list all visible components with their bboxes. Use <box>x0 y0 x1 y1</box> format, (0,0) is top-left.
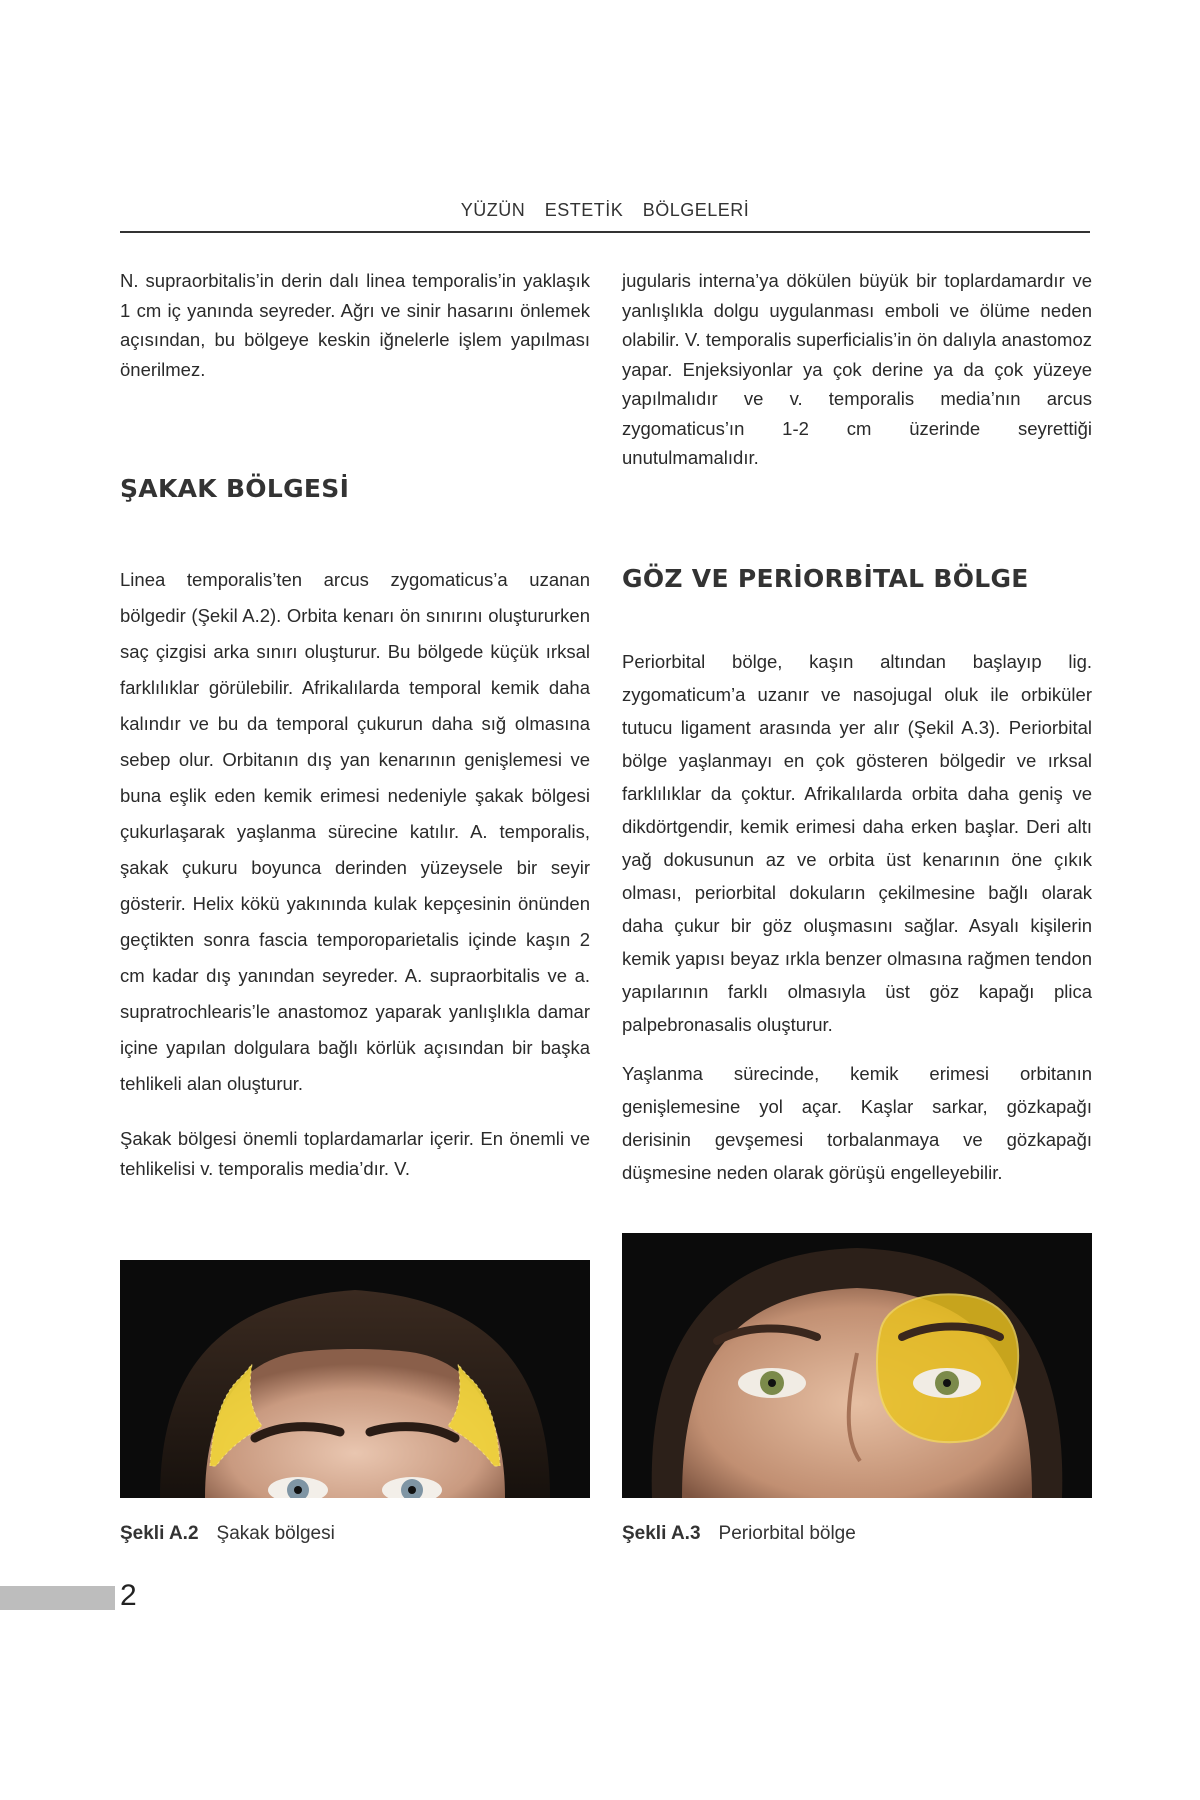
caption-sakak <box>120 1523 335 1545</box>
sakak-paragraph-1: Linea temporalis’ten arcus zygomaticus’a uzanan bölgedir (Şekil A.2). Orbita kenarı ön sınırını oluştururken saç çizgisi arka sınırı oluşturur. Bu bölgede küçük ırksal farklılıklar görülebilir. Afrikalılarda temporal kemik daha kalındır ve bu da temporal çukurun daha sığ olmasına sebep olur. Orbitanın dış yan kenarının genişlemesi ve buna eşlik eden kemik erimesi nedeniyle şakak bölgesi çukurlaşarak yaşlanma sürecine katılır. A. temporalis, şakak çukuru boyunca derinden yüzeysele bir seyir gösterir. Helix kökü yakınında kulak kepçesinin önünden geçtikten sonra fascia temporoparietalis içinde kaşın 2 cm kadar dış yanından seyreder. A. supraorbitalis ve a. supratrochlearis’le anastomoz yaparak yanlışlıkla damar içine yapılan dolgulara bağlı körlük açısından bir başka tehlikeli alan oluşturur. <box>120 569 590 1094</box>
header-rule <box>120 231 1090 233</box>
pupil-left <box>768 1379 776 1387</box>
section-title-goz: GÖZ VE PERİORBİTAL BÖLGE <box>622 564 1029 593</box>
caption-periorbital <box>622 1523 856 1545</box>
figure-periorbital-image <box>622 1233 1092 1498</box>
temple-illustration <box>120 1260 590 1498</box>
figure-sakak-image <box>120 1260 590 1498</box>
pupil-right <box>408 1486 416 1494</box>
page-number: 2 <box>120 1579 137 1612</box>
left-intro <box>120 266 590 384</box>
left-body <box>120 562 590 1184</box>
sakak-paragraph-2: Şakak bölgesi önemli toplardamarlar içerir. En önemli ve tehlikelisi v. temporalis media’dır. V. <box>120 1128 590 1179</box>
running-header: YÜZÜN ESTETİK BÖLGELERİ <box>460 200 750 220</box>
goz-paragraph-1: Periorbital bölge, kaşın altından başlayıp lig. zygomaticum’a uzanır ve nasojugal oluk ile orbiküler tutucu ligament arasında yer alır (Şekil A.3). Periorbital bölge yaşlanmayı en çok gösteren bölgedir ve ırksal farklılıklar da çoktur. Afrikalılarda orbita daha geniş ve dikdörtgendir, kemik erimesi daha erken başlar. Deri altı yağ dokusunun az ve orbita üst kenarının öne çıkık olması, periorbital dokuların çekilmesine bağlı olarak daha çukur bir göz oluşmasını sağlar. Asyalı kişilerin kemik yapısı beyaz ırkla benzer olmasına rağmen tendon yapılarının farklı olmasıyla üst göz kapağı plica palpebronasalis oluşturur. <box>622 651 1092 1035</box>
pupil-left <box>294 1486 302 1494</box>
caption-label: Şekli A.3 <box>622 1523 701 1544</box>
right-intro-paragraph: jugularis interna’ya dökülen büyük bir toplardamardır ve yanlışlıkla dolgu uygulanması emboli ve ölüme neden olabilir. V. temporalis superficialis’in ön dalıyla anastomoz yapar. Enjeksiyonlar ya çok derine ya da çok yüzeye yapılmalıdır ve v. temporalis media’nın arcus zygomaticus’ın 1-2 cm üzerinde seyrettiği unutulmamalıdır. <box>622 270 1092 468</box>
left-intro-paragraph: N. supraorbitalis’in derin dalı linea temporalis’in yaklaşık 1 cm iç yanında seyreder. Ağrı ve sinir hasarını önlemek açısından, bu bölgeye keskin iğnelerle işlem yapılması önerilmez. <box>120 270 590 380</box>
page-number-bar <box>0 1586 115 1610</box>
caption-text: Şakak bölgesi <box>216 1523 335 1544</box>
caption-text: Periorbital bölge <box>718 1523 856 1544</box>
caption-label: Şekli A.2 <box>120 1523 199 1544</box>
right-body <box>622 645 1092 1189</box>
goz-paragraph-2: Yaşlanma sürecinde, kemik erimesi orbitanın genişlemesine yol açar. Kaşlar sarkar, gözkapağı derisinin gevşemesi torbalanmaya ve gözkapağı düşmesine neden olarak görüşü engelleyebilir. <box>622 1063 1092 1183</box>
section-title-sakak: ŞAKAK BÖLGESİ <box>120 474 350 503</box>
periorbital-illustration <box>622 1233 1092 1498</box>
pupil-right <box>943 1379 951 1387</box>
right-intro <box>622 266 1092 473</box>
